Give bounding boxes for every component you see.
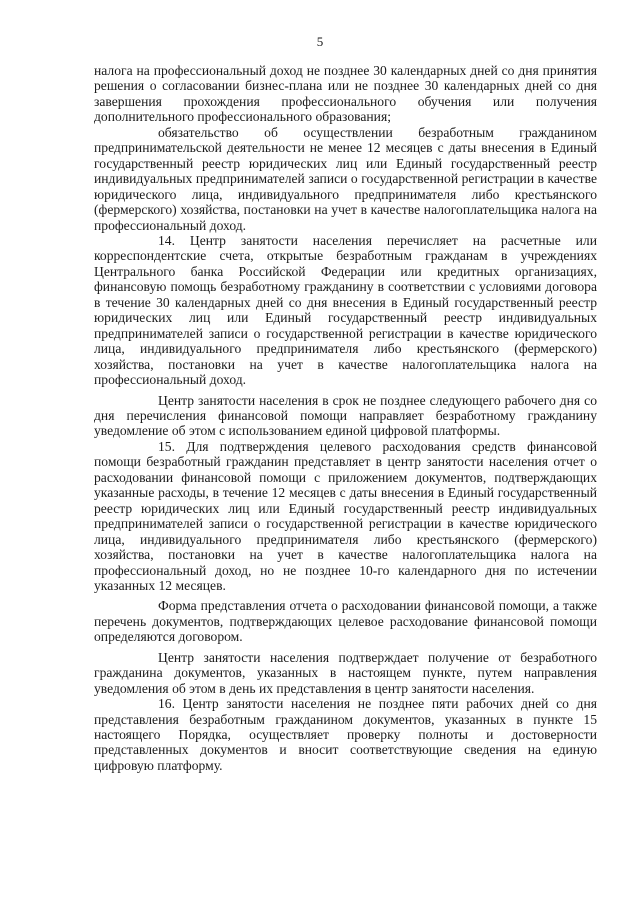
paragraph-notification: Центр занятости населения в срок не позднее следующего рабочего дня со дня перечисления финансовой помощи направляет безработному гражданину уведомление об этом с использованием единой цифровой платформы. (94, 392, 597, 439)
paragraph-obligation: обязательство об осуществлении безработным гражданином предпринимательской деятельности не менее 12 месяцев с даты внесения в Единый государственный реестр юридических лиц или Единый государственный реестр индивидуальных предпринимателей записи о государственной регистрации в качестве юридического лица, индивидуального предпринимателя либо крестьянского (фермерского) хозяйства, постановки на учет в качестве налогоплательщика налога на профессиональный доход. (94, 124, 597, 233)
paragraph-continuation: налога на профессиональный доход не позднее 30 календарных дней со дня принятия решения о согласовании бизнес-плана или не позднее 30 календарных дней со дня завершения прохождения профессионального обучения или получения дополнительного профессионального образования; (94, 63, 597, 125)
document-body (94, 63, 597, 773)
paragraph-item-16: 16. Центр занятости населения не позднее пяти рабочих дней со дня представления безработным гражданином документов, указанных в пункте 15 настоящего Порядка, осуществляет проверку полноты и достоверности представленных документов и вносит соответствующие сведения на единую цифровую платформу. (94, 696, 597, 773)
page-number: 5 (316, 34, 324, 49)
paragraph-item-15: 15. Для подтверждения целевого расходования средств финансовой помощи безработный гражданин представляет в центр занятости населения отчет о расходовании финансовой помощи с приложением документов, подтверждающих указанные расходы, в течение 12 месяцев с даты внесения в Единый государственный реестр юридических лиц или Единый государственный реестр индивидуальных предпринимателей записи о государственной регистрации в качестве юридического лица, индивидуального предпринимателя либо крестьянского (фермерского) хозяйства, постановки на учет в качестве налогоплательщика налога на профессиональный доход, но не позднее 10-го календарного дня по истечении указанных 12 месяцев. (94, 438, 597, 593)
paragraph-confirmation: Центр занятости населения подтверждает получение от безработного гражданина документов, указанных в настоящем пункте, путем направления уведомления об этом в день их представления в центр занятости населения. (94, 649, 597, 696)
paragraph-item-14: 14. Центр занятости населения перечисляет на расчетные или корреспондентские счета, открытые безработным гражданам в учреждениях Центрального банка Российской Федерации или кредитных организациях, финансовую помощь безработному гражданину в соответствии с условиями договора в течение 30 календарных дней со дня внесения в Единый государственный реестр юридических лиц или Единый государственный реестр индивидуальных предпринимателей записи о государственной регистрации в качестве юридического лица, индивидуального предпринимателя либо крестьянского (фермерского) хозяйства, постановки на учет в качестве налогоплательщика налога на профессиональный доход. (94, 232, 597, 388)
paragraph-report-form: Форма представления отчета о расходовании финансовой помощи, а также перечень документов, подтверждающих целевое расходование финансовой помощи определяются договором. (94, 598, 597, 645)
